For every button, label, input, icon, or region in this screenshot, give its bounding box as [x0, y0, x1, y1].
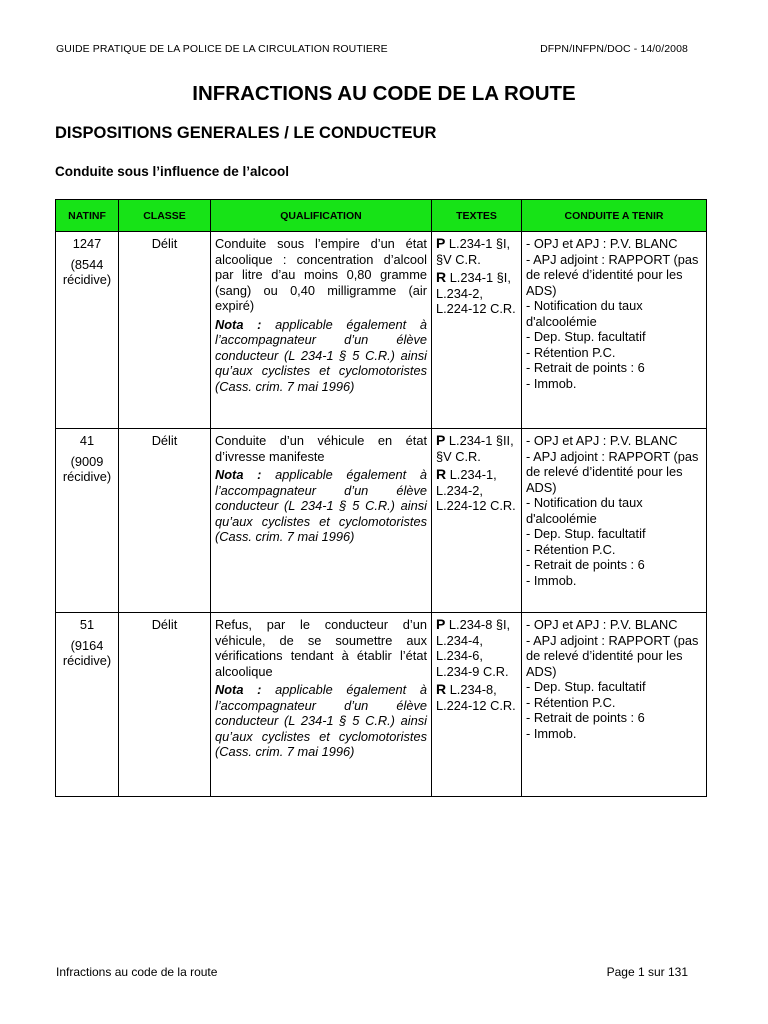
textes-cell: [432, 232, 522, 429]
nota-note: [215, 467, 427, 545]
conduite-item: - APJ adjoint : RAPPORT (pas de relevé d’identité pour les ADS): [526, 448, 699, 495]
nota-note: [215, 317, 427, 395]
qualification-text: Refus, par le conducteur d’un véhicule, de se soumettre aux vérifications tendant à établir l’état alcoolique: [215, 617, 427, 679]
natinf-recidive: (9009 récidive): [62, 453, 112, 484]
textes-r: L.234-8, L.224-12 C.R.: [436, 682, 516, 713]
classe-cell: Délit: [119, 232, 211, 429]
natinf-code: 1247: [72, 236, 102, 251]
section-title: DISPOSITIONS GENERALES / LE CONDUCTEUR: [55, 124, 437, 142]
nota-text: applicable également à l’accompagnateur d’un élève conducteur (L 234-1 § 5 C.R.) ainsi qu’aux cyclistes et cyclomotoristes (Cass. crim. 7 mai 1996): [215, 316, 427, 394]
conduite-item: - OPJ et APJ : P.V. BLANC: [526, 433, 678, 448]
textes-p: L.234-8 §I, L.234-4, L.234-6, L.234-9 C.R.: [436, 617, 511, 679]
textes-p: L.234-1 §II, §V C.R.: [436, 433, 514, 464]
header-left-text: GUIDE PRATIQUE DE LA POLICE DE LA CIRCULATION ROUTIERE: [56, 43, 388, 55]
conduite-cell: [522, 232, 707, 429]
classe-cell: Délit: [119, 613, 211, 797]
nota-text: applicable également à l’accompagnateur d’un élève conducteur (L 234-1 § 5 C.R.) ainsi qu’aux cyclistes et cyclomotoristes (Cass. crim. 7 mai 1996): [215, 682, 427, 759]
conduite-item: - Retrait de points : 6: [526, 360, 645, 375]
natinf-recidive: (8544 récidive): [62, 256, 112, 287]
column-header-conduite: CONDUITE A TENIR: [522, 200, 707, 232]
conduite-item: - APJ adjoint : RAPPORT (pas de relevé d’identité pour les ADS): [526, 251, 699, 298]
table-row: [56, 232, 707, 429]
qualification-text: Conduite d’un véhicule en état d’ivresse manifeste: [215, 433, 427, 464]
conduite-item: - Rétention P.C.: [526, 344, 616, 360]
infractions-table: [55, 199, 707, 797]
textes-p: L.234-1 §I, §V C.R.: [436, 236, 511, 267]
conduite-item: - Immob.: [526, 725, 577, 741]
qualification-text: Conduite sous l’empire d’un état alcoolique : concentration d’alcool par litre d’au moins 0,80 gramme (sang) ou 0,40 milligramme (air expiré): [215, 236, 427, 313]
conduite-item: - Immob.: [526, 375, 577, 391]
conduite-item: - Immob.: [526, 572, 577, 588]
footer-left-text: Infractions au code de la route: [56, 965, 218, 979]
conduite-item: - OPJ et APJ : P.V. BLANC: [526, 236, 678, 251]
textes-p-label: P: [436, 432, 446, 448]
classe-cell: Délit: [119, 429, 211, 613]
nota-note: [215, 682, 427, 760]
conduite-item: - APJ adjoint : RAPPORT (pas de relevé d’identité pour les ADS): [526, 632, 699, 679]
column-header-natinf: NATINF: [56, 200, 119, 232]
qualification-cell: [211, 232, 432, 429]
conduite-item: - Dep. Stup. facultatif: [526, 526, 646, 541]
conduite-item: - OPJ et APJ : P.V. BLANC: [526, 617, 678, 632]
conduite-item: - Dep. Stup. facultatif: [526, 679, 646, 694]
conduite-item: - Notification du taux d'alcoolémie: [526, 495, 643, 526]
column-header-classe: CLASSE: [119, 200, 211, 232]
nota-label: Nota :: [215, 682, 262, 697]
textes-r: L.234-1, L.234-2, L.224-12 C.R.: [436, 467, 516, 513]
nota-label: Nota :: [215, 316, 262, 332]
textes-p-label: P: [436, 235, 446, 251]
natinf-recidive: (9164 récidive): [62, 637, 112, 668]
table-row: [56, 613, 707, 797]
qualification-cell: [211, 613, 432, 797]
natinf-code: 41: [79, 433, 95, 448]
table-header-row: [56, 200, 707, 232]
textes-cell: [432, 613, 522, 797]
textes-p-label: P: [436, 616, 446, 632]
nota-text: applicable également à l’accompagnateur d’un élève conducteur (L 234-1 § 5 C.R.) ainsi qu’aux cyclistes et cyclomotoristes (Cass. crim. 7 mai 1996): [215, 467, 427, 544]
conduite-item: - Retrait de points : 6: [526, 557, 645, 572]
table-row: [56, 429, 707, 613]
page-number: Page 1 sur 131: [606, 965, 688, 979]
document-title: INFRACTIONS AU CODE DE LA ROUTE: [192, 82, 576, 105]
page-header: [56, 40, 688, 60]
textes-r: L.234-1 §I, L.234-2, L.224-12 C.R.: [436, 270, 516, 316]
natinf-cell: [56, 429, 119, 613]
subsection-title: Conduite sous l’influence de l’alcool: [55, 164, 290, 179]
conduite-item: - Rétention P.C.: [526, 694, 616, 710]
textes-r-label: R: [436, 681, 447, 697]
conduite-item: - Rétention P.C.: [526, 541, 616, 557]
textes-r-label: R: [436, 269, 447, 285]
textes-r-label: R: [436, 466, 447, 482]
column-header-textes: TEXTES: [432, 200, 522, 232]
natinf-cell: [56, 232, 119, 429]
textes-cell: [432, 429, 522, 613]
conduite-cell: [522, 429, 707, 613]
natinf-code: 51: [79, 617, 95, 632]
qualification-cell: [211, 429, 432, 613]
conduite-item: - Notification du taux d'alcoolémie: [526, 298, 643, 329]
header-right-text: DFPN/INFPN/DOC - 14/0/2008: [540, 43, 688, 55]
conduite-cell: [522, 613, 707, 797]
natinf-cell: [56, 613, 119, 797]
conduite-item: - Dep. Stup. facultatif: [526, 329, 646, 344]
conduite-item: - Retrait de points : 6: [526, 710, 645, 725]
column-header-qualification: QUALIFICATION: [211, 200, 432, 232]
nota-label: Nota :: [215, 467, 262, 482]
